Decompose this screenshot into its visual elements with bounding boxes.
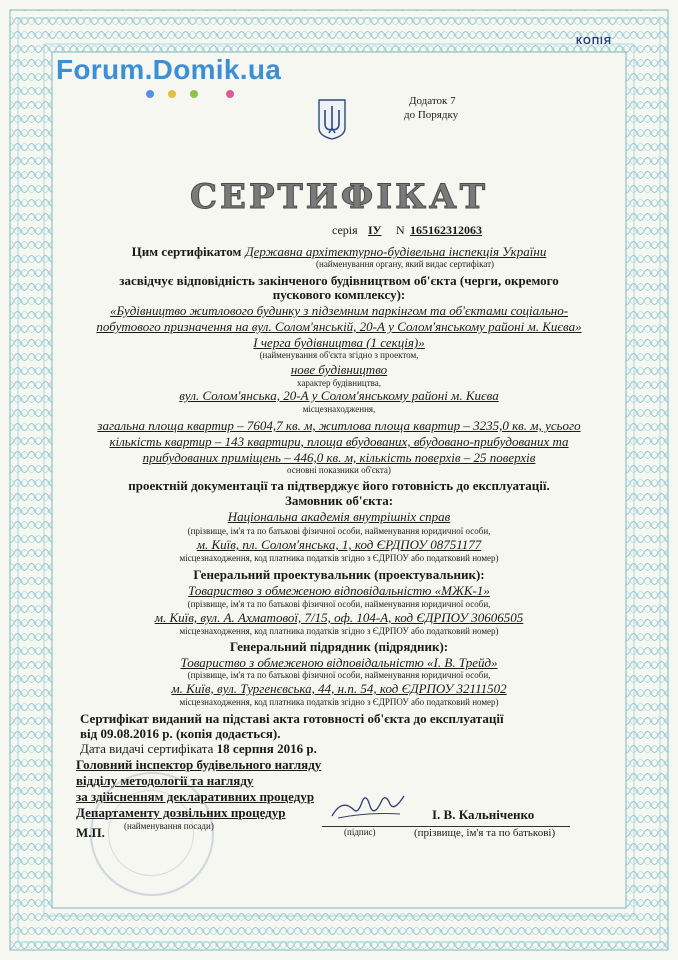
designer-name: Товариство з обмеженою відповідальністю «МЖК-1» [188, 583, 490, 598]
issue-date-label: Дата видачі сертифіката [80, 741, 214, 756]
certificate-number: 165162312063 [410, 223, 482, 237]
watermark-logo: Forum.Domik.ua [56, 54, 282, 85]
position-line2: відділу методології та нагляду [76, 773, 254, 788]
contractor-name: Товариство з обмеженою відповідальністю «І. В. Трейд» [180, 655, 498, 670]
watermark-dot [190, 90, 198, 98]
construction-caption: характер будівництва, [296, 378, 382, 388]
contractor-caption2: місцезнаходження, код платника податків згідно з ЄДРПОУ або податковий номер) [179, 697, 499, 707]
annex-line2: до Порядку [404, 109, 459, 121]
certificate-title: СЕРТИФІКАТ [189, 177, 489, 217]
indicators-line2: кількість квартир – 143 квартири, площа вбудованих, вбудовано-прибудованих та [109, 434, 569, 449]
signer-name: І. В. Кальніченко [432, 807, 535, 822]
designer-caption2: місцезнаходження, код платника податків згідно з ЄДРПОУ або податковий номер) [179, 626, 499, 636]
signature-caption: (підпис) [344, 827, 376, 837]
customer-caption1: (прізвище, ім'я та по батькові фізичної особи, найменування юридичної особи, [187, 526, 491, 536]
copy-stamp: КОПІЯ [575, 36, 612, 47]
indicators-caption: основні показники об'єкта) [287, 465, 391, 475]
series-label: серія [332, 223, 358, 237]
position-line4: Департаменту дозвільних процедур [76, 805, 286, 820]
signer-caption: (прізвище, ім'я та по батькові) [414, 827, 556, 839]
indicators-line1: загальна площа квартир – 7604,7 кв. м, житлова площа квартир – 3235,0 кв. м, усього [97, 418, 581, 433]
handwritten-signature [328, 788, 408, 824]
object-line1: «Будівництво житлового будинку з підземним паркінгом та об'єктами соціально- [109, 303, 569, 318]
position-line3: за здійсненням декларативних процедур [76, 789, 315, 804]
issue-date-value: 18 серпня 2016 р. [216, 741, 317, 756]
object-line3: І черга будівництва (1 секція)» [253, 335, 425, 350]
watermark-dot [146, 90, 154, 98]
trident-emblem-icon [317, 98, 347, 140]
construction-type: нове будівництво [290, 362, 388, 377]
customer-name: Національна академія внутрішніх справ [227, 509, 451, 524]
customer-address: м. Київ, пл. Солом'янська, 1, код ЄРДПОУ 08751177 [196, 537, 482, 552]
customer-header: Замовник об'єкта: [284, 493, 394, 508]
certifies-line2: пускового комплексу): [272, 287, 406, 302]
series-value: ІУ [368, 223, 382, 237]
watermark-dot [168, 90, 176, 98]
designer-header: Генеральний проектувальник (проектувальник): [193, 567, 485, 582]
contractor-caption1: (прізвище, ім'я та по батькові фізичної особи, найменування юридичної особи, [187, 670, 491, 680]
position-line1: Головний інспектор будівельного нагляду [76, 757, 322, 772]
object-caption: (найменування об'єкта згідно з проектом, [259, 350, 419, 360]
customer-caption2: місцезнаходження, код платника податків згідно з ЄДРПОУ або податковий номер) [179, 553, 499, 563]
contractor-address: м. Київ, вул. Тургенєвська, 44, н.п. 54, код ЄДРПОУ 32111502 [171, 681, 507, 696]
watermark-dot [226, 90, 234, 98]
annex-line1: Додаток 7 [409, 95, 456, 107]
indicators-line3: прибудованих приміщень – 446,0 кв. м, кількість поверхів – 25 поверхів [142, 450, 536, 465]
designer-caption1: (прізвище, ім'я та по батькові фізичної особи, найменування юридичної особи, [187, 599, 491, 609]
conformity-statement: проектній документації та підтверджує його готовність до експлуатації. [128, 478, 550, 493]
issuer-name: Державна архітектурно-будівельна інспекція України [245, 244, 547, 259]
basis-line2: від 09.08.2016 р. (копія додається). [80, 726, 281, 741]
position-caption: (найменування посади) [124, 821, 214, 831]
object-line2: побутового призначення на вул. Солом'янській, 20-А у Солом'янському районі м. Києва» [96, 319, 582, 334]
series-n-label: N [396, 223, 405, 237]
object-location: вул. Солом'янська, 20-А у Солом'янському районі м. Києва [179, 388, 499, 403]
location-caption: місцезнаходження, [302, 404, 376, 414]
issuer-prefix: Цим сертифікатом [131, 244, 242, 259]
issuer-caption: (найменування органу, який видає сертифікат) [316, 259, 495, 269]
designer-address: м. Київ, вул. А. Ахматової, 7/15, оф. 104-А, код ЄДРПОУ 30606505 [154, 610, 524, 625]
basis-line1: Сертифікат виданий на підставі акта готовності об'єкта до експлуатації [80, 711, 504, 726]
certifies-line1: засвідчує відповідність закінченого будівництвом об'єкта (черги, окремого [119, 273, 559, 288]
contractor-header: Генеральний підрядник (підрядник): [229, 639, 449, 654]
seal-place-mark: М.П. [76, 825, 105, 840]
